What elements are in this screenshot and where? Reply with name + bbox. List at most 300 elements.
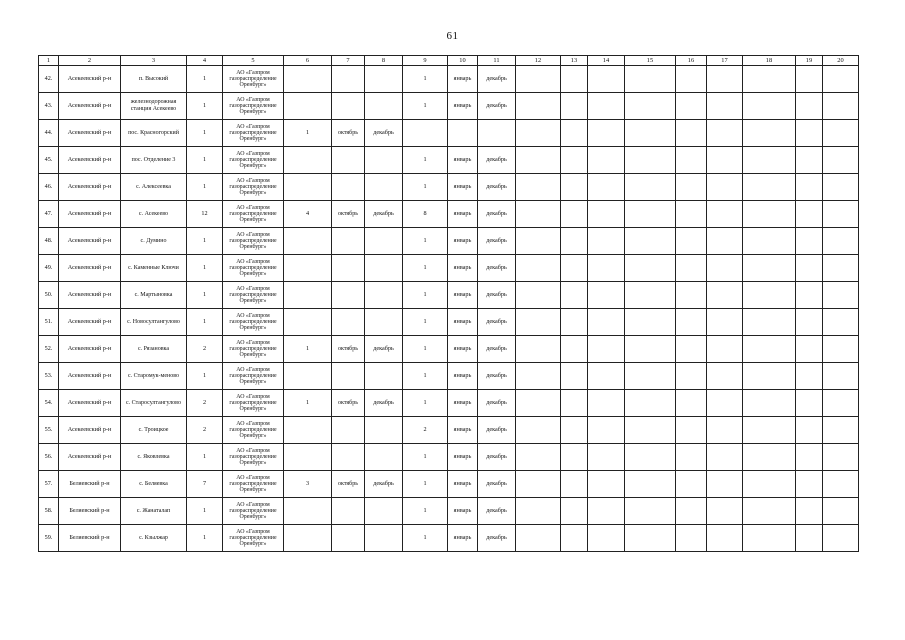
empty-cell [796, 147, 823, 174]
row-number-cell: 46. [39, 174, 59, 201]
empty-cell [796, 93, 823, 120]
empty-cell [707, 498, 743, 525]
total-count-cell: 1 [187, 309, 223, 336]
end-month-cell: декабрь [478, 66, 516, 93]
count-cell [284, 66, 332, 93]
end-month-cell [365, 525, 403, 552]
empty-cell [676, 417, 707, 444]
empty-cell [796, 309, 823, 336]
start-month-cell: январь [448, 471, 478, 498]
empty-cell [625, 255, 676, 282]
column-header-16: 16 [676, 56, 707, 66]
district-cell: Асекеевский р-н [59, 120, 121, 147]
district-cell: Асекеевский р-н [59, 147, 121, 174]
count-cell: 1 [284, 390, 332, 417]
settlement-cell: с. Новосултангулово [121, 309, 187, 336]
count-cell: 1 [403, 282, 448, 309]
organization-cell: АО «Газпром газораспределение Оренбург» [223, 147, 284, 174]
count-cell [284, 525, 332, 552]
empty-cell [588, 525, 625, 552]
empty-cell [516, 390, 561, 417]
empty-cell [823, 498, 859, 525]
row-number-cell: 51. [39, 309, 59, 336]
count-cell: 1 [403, 471, 448, 498]
settlement-cell: с. Рязановка [121, 336, 187, 363]
count-cell [284, 282, 332, 309]
empty-cell [743, 336, 796, 363]
end-month-cell [365, 363, 403, 390]
total-count-cell: 1 [187, 498, 223, 525]
count-cell [284, 255, 332, 282]
empty-cell [823, 444, 859, 471]
district-cell: Асекеевский р-н [59, 255, 121, 282]
empty-cell [561, 444, 588, 471]
column-header-7: 7 [332, 56, 365, 66]
column-header-13: 13 [561, 56, 588, 66]
settlement-cell: с. Кзылжар [121, 525, 187, 552]
start-month-cell: январь [448, 228, 478, 255]
table-row [39, 174, 859, 201]
end-month-cell: декабрь [365, 201, 403, 228]
row-number-cell: 48. [39, 228, 59, 255]
district-cell: Беляевский р-н [59, 471, 121, 498]
plan-table [38, 55, 859, 552]
start-month-cell: январь [448, 498, 478, 525]
empty-cell [625, 525, 676, 552]
table-row [39, 66, 859, 93]
organization-cell: АО «Газпром газораспределение Оренбург» [223, 390, 284, 417]
empty-cell [516, 498, 561, 525]
count-cell [284, 93, 332, 120]
empty-cell [561, 363, 588, 390]
column-header-20: 20 [823, 56, 859, 66]
empty-cell [625, 498, 676, 525]
empty-cell [516, 471, 561, 498]
row-number-cell: 50. [39, 282, 59, 309]
start-month-cell [332, 525, 365, 552]
empty-cell [707, 120, 743, 147]
empty-cell [743, 390, 796, 417]
empty-cell [823, 471, 859, 498]
total-count-cell: 1 [187, 93, 223, 120]
empty-cell [625, 309, 676, 336]
organization-cell: АО «Газпром газораспределение Оренбург» [223, 363, 284, 390]
settlement-cell: с. Мартыновка [121, 282, 187, 309]
column-header-17: 17 [707, 56, 743, 66]
count-cell: 1 [403, 390, 448, 417]
organization-cell: АО «Газпром газораспределение Оренбург» [223, 444, 284, 471]
column-header-3: 3 [121, 56, 187, 66]
empty-cell [743, 93, 796, 120]
row-number-cell: 43. [39, 93, 59, 120]
empty-cell [588, 336, 625, 363]
start-month-cell: январь [448, 363, 478, 390]
empty-cell [588, 390, 625, 417]
total-count-cell: 2 [187, 336, 223, 363]
settlement-cell: с. Беляевка [121, 471, 187, 498]
empty-cell [796, 471, 823, 498]
settlement-cell: железнодорожная станция Асекеево [121, 93, 187, 120]
empty-cell [625, 390, 676, 417]
count-cell: 2 [403, 417, 448, 444]
empty-cell [707, 255, 743, 282]
end-month-cell [365, 174, 403, 201]
empty-cell [707, 309, 743, 336]
end-month-cell: декабрь [478, 417, 516, 444]
row-number-cell: 57. [39, 471, 59, 498]
empty-cell [561, 525, 588, 552]
empty-cell [516, 309, 561, 336]
start-month-cell [332, 174, 365, 201]
start-month-cell: октябрь [332, 120, 365, 147]
empty-cell [588, 120, 625, 147]
empty-cell [707, 174, 743, 201]
empty-cell [561, 147, 588, 174]
empty-cell [516, 417, 561, 444]
district-cell: Асекеевский р-н [59, 363, 121, 390]
end-month-cell: декабрь [478, 228, 516, 255]
empty-cell [676, 255, 707, 282]
end-month-cell: декабрь [478, 255, 516, 282]
empty-cell [588, 309, 625, 336]
empty-cell [676, 525, 707, 552]
total-count-cell: 1 [187, 147, 223, 174]
empty-cell [823, 93, 859, 120]
count-cell: 1 [284, 120, 332, 147]
start-month-cell: октябрь [332, 390, 365, 417]
empty-cell [516, 147, 561, 174]
empty-cell [625, 471, 676, 498]
empty-cell [588, 174, 625, 201]
empty-cell [676, 390, 707, 417]
count-cell: 1 [403, 66, 448, 93]
empty-cell [561, 201, 588, 228]
total-count-cell: 1 [187, 228, 223, 255]
empty-cell [588, 282, 625, 309]
column-header-2: 2 [59, 56, 121, 66]
empty-cell [676, 498, 707, 525]
empty-cell [676, 282, 707, 309]
settlement-cell: с. Жанаталап [121, 498, 187, 525]
empty-cell [823, 363, 859, 390]
count-cell: 1 [403, 309, 448, 336]
count-cell: 1 [403, 498, 448, 525]
start-month-cell [332, 309, 365, 336]
row-number-cell: 56. [39, 444, 59, 471]
district-cell: Асекеевский р-н [59, 444, 121, 471]
empty-cell [561, 228, 588, 255]
count-cell: 1 [284, 336, 332, 363]
page-number: 61 [446, 30, 459, 42]
end-month-cell [365, 228, 403, 255]
empty-cell [796, 282, 823, 309]
empty-cell [561, 309, 588, 336]
row-number-cell: 49. [39, 255, 59, 282]
empty-cell [516, 336, 561, 363]
empty-cell [796, 228, 823, 255]
empty-cell [707, 282, 743, 309]
empty-cell [625, 147, 676, 174]
column-header-10: 10 [448, 56, 478, 66]
empty-cell [676, 66, 707, 93]
header-row [39, 56, 859, 66]
empty-cell [516, 255, 561, 282]
start-month-cell: январь [448, 336, 478, 363]
column-header-14: 14 [588, 56, 625, 66]
column-header-8: 8 [365, 56, 403, 66]
row-number-cell: 54. [39, 390, 59, 417]
empty-cell [796, 498, 823, 525]
end-month-cell [365, 444, 403, 471]
count-cell: 1 [403, 363, 448, 390]
end-month-cell: декабрь [478, 147, 516, 174]
empty-cell [625, 120, 676, 147]
table-row [39, 282, 859, 309]
empty-cell [676, 336, 707, 363]
empty-cell [516, 444, 561, 471]
start-month-cell [332, 66, 365, 93]
start-month-cell: январь [448, 66, 478, 93]
organization-cell: АО «Газпром газораспределение Оренбург» [223, 201, 284, 228]
table-row [39, 228, 859, 255]
count-cell [284, 147, 332, 174]
column-header-15: 15 [625, 56, 676, 66]
empty-cell [625, 93, 676, 120]
empty-cell [516, 174, 561, 201]
empty-cell [676, 228, 707, 255]
settlement-cell: пос. Красногорский [121, 120, 187, 147]
start-month-cell: январь [448, 93, 478, 120]
end-month-cell: декабрь [478, 93, 516, 120]
empty-cell [588, 228, 625, 255]
empty-cell [823, 525, 859, 552]
empty-cell [625, 417, 676, 444]
empty-cell [516, 363, 561, 390]
empty-cell [588, 255, 625, 282]
empty-cell [796, 363, 823, 390]
empty-cell [676, 174, 707, 201]
row-number-cell: 42. [39, 66, 59, 93]
empty-cell [823, 66, 859, 93]
start-month-cell: январь [448, 525, 478, 552]
empty-cell [707, 444, 743, 471]
empty-cell [796, 66, 823, 93]
organization-cell: АО «Газпром газораспределение Оренбург» [223, 66, 284, 93]
empty-cell [588, 147, 625, 174]
total-count-cell: 1 [187, 444, 223, 471]
empty-cell [743, 444, 796, 471]
end-month-cell [365, 309, 403, 336]
empty-cell [743, 255, 796, 282]
district-cell: Асекеевский р-н [59, 228, 121, 255]
empty-cell [676, 201, 707, 228]
count-cell: 1 [403, 174, 448, 201]
settlement-cell: п. Высокий [121, 66, 187, 93]
empty-cell [743, 66, 796, 93]
total-count-cell: 1 [187, 66, 223, 93]
count-cell: 1 [403, 228, 448, 255]
empty-cell [823, 336, 859, 363]
empty-cell [625, 201, 676, 228]
count-cell [284, 444, 332, 471]
total-count-cell: 1 [187, 174, 223, 201]
settlement-cell: с. Старосултангулово [121, 390, 187, 417]
district-cell: Беляевский р-н [59, 525, 121, 552]
count-cell [284, 174, 332, 201]
empty-cell [743, 228, 796, 255]
total-count-cell: 1 [187, 363, 223, 390]
end-month-cell [365, 93, 403, 120]
end-month-cell: декабрь [478, 363, 516, 390]
table-row [39, 363, 859, 390]
row-number-cell: 53. [39, 363, 59, 390]
row-number-cell: 47. [39, 201, 59, 228]
empty-cell [561, 255, 588, 282]
empty-cell [625, 336, 676, 363]
count-cell [403, 120, 448, 147]
settlement-cell: с. Думино [121, 228, 187, 255]
start-month-cell: январь [448, 147, 478, 174]
table-row [39, 471, 859, 498]
settlement-cell: пос. Отделение 3 [121, 147, 187, 174]
empty-cell [823, 174, 859, 201]
start-month-cell [332, 228, 365, 255]
empty-cell [743, 309, 796, 336]
start-month-cell [332, 93, 365, 120]
empty-cell [561, 93, 588, 120]
table-row [39, 147, 859, 174]
empty-cell [588, 363, 625, 390]
table-row [39, 120, 859, 147]
empty-cell [588, 417, 625, 444]
empty-cell [743, 282, 796, 309]
empty-cell [823, 282, 859, 309]
start-month-cell [332, 417, 365, 444]
empty-cell [625, 174, 676, 201]
table-row [39, 201, 859, 228]
organization-cell: АО «Газпром газораспределение Оренбург» [223, 282, 284, 309]
count-cell: 3 [284, 471, 332, 498]
start-month-cell: январь [448, 174, 478, 201]
end-month-cell: декабрь [478, 525, 516, 552]
organization-cell: АО «Газпром газораспределение Оренбург» [223, 93, 284, 120]
end-month-cell: декабрь [478, 336, 516, 363]
table-row [39, 417, 859, 444]
empty-cell [516, 282, 561, 309]
count-cell [284, 309, 332, 336]
total-count-cell: 2 [187, 390, 223, 417]
total-count-cell: 1 [187, 120, 223, 147]
empty-cell [796, 255, 823, 282]
row-number-cell: 58. [39, 498, 59, 525]
count-cell: 1 [403, 255, 448, 282]
column-header-9: 9 [403, 56, 448, 66]
district-cell: Асекеевский р-н [59, 390, 121, 417]
table-row [39, 498, 859, 525]
empty-cell [676, 471, 707, 498]
empty-cell [707, 201, 743, 228]
empty-cell [561, 498, 588, 525]
empty-cell [561, 174, 588, 201]
empty-cell [743, 363, 796, 390]
settlement-cell: с. Каменные Ключи [121, 255, 187, 282]
settlement-cell: с. Алексеевка [121, 174, 187, 201]
empty-cell [707, 471, 743, 498]
empty-cell [823, 390, 859, 417]
empty-cell [707, 66, 743, 93]
empty-cell [676, 309, 707, 336]
row-number-cell: 45. [39, 147, 59, 174]
organization-cell: АО «Газпром газораспределение Оренбург» [223, 498, 284, 525]
empty-cell [796, 174, 823, 201]
empty-cell [796, 525, 823, 552]
column-header-6: 6 [284, 56, 332, 66]
empty-cell [823, 147, 859, 174]
total-count-cell: 12 [187, 201, 223, 228]
empty-cell [823, 309, 859, 336]
end-month-cell: декабрь [365, 336, 403, 363]
end-month-cell [365, 255, 403, 282]
table-body [39, 66, 859, 552]
district-cell: Асекеевский р-н [59, 309, 121, 336]
end-month-cell: декабрь [478, 282, 516, 309]
empty-cell [588, 93, 625, 120]
table-row [39, 336, 859, 363]
end-month-cell [365, 282, 403, 309]
empty-cell [823, 228, 859, 255]
column-header-18: 18 [743, 56, 796, 66]
count-cell [284, 417, 332, 444]
empty-cell [625, 66, 676, 93]
empty-cell [707, 417, 743, 444]
end-month-cell: декабрь [365, 390, 403, 417]
empty-cell [676, 444, 707, 471]
table-row [39, 444, 859, 471]
end-month-cell [365, 417, 403, 444]
count-cell: 4 [284, 201, 332, 228]
table-row [39, 309, 859, 336]
count-cell: 1 [403, 444, 448, 471]
start-month-cell: январь [448, 444, 478, 471]
count-cell [284, 363, 332, 390]
empty-cell [516, 228, 561, 255]
empty-cell [743, 174, 796, 201]
empty-cell [707, 93, 743, 120]
empty-cell [588, 66, 625, 93]
start-month-cell: октябрь [332, 471, 365, 498]
start-month-cell [448, 120, 478, 147]
empty-cell [676, 147, 707, 174]
empty-cell [561, 417, 588, 444]
empty-cell [625, 282, 676, 309]
empty-cell [561, 336, 588, 363]
end-month-cell: декабрь [478, 471, 516, 498]
empty-cell [561, 282, 588, 309]
end-month-cell: декабрь [478, 444, 516, 471]
empty-cell [796, 120, 823, 147]
start-month-cell [332, 363, 365, 390]
district-cell: Асекеевский р-н [59, 93, 121, 120]
empty-cell [707, 147, 743, 174]
organization-cell: АО «Газпром газораспределение Оренбург» [223, 471, 284, 498]
end-month-cell: декабрь [478, 390, 516, 417]
empty-cell [823, 255, 859, 282]
empty-cell [707, 390, 743, 417]
organization-cell: АО «Газпром газораспределение Оренбург» [223, 228, 284, 255]
empty-cell [676, 120, 707, 147]
start-month-cell [332, 255, 365, 282]
table-row [39, 255, 859, 282]
